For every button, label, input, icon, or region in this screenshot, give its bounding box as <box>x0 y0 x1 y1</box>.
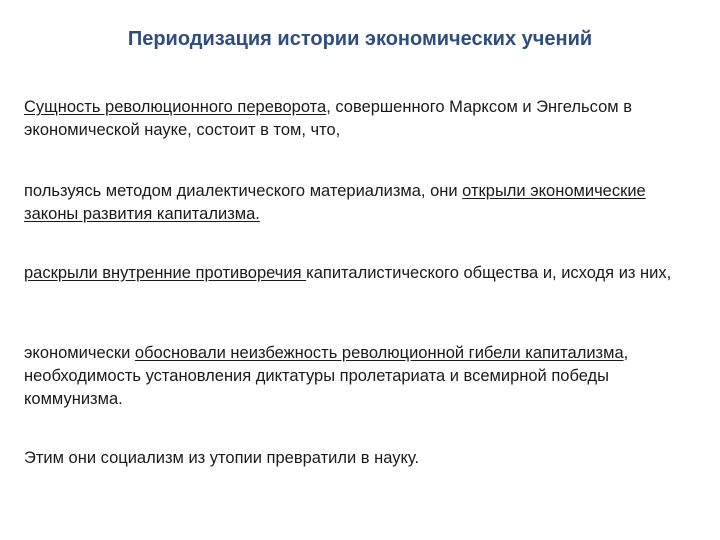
paragraph-text: экономически <box>24 344 135 362</box>
slide-title: Периодизация истории экономических учений <box>127 28 593 50</box>
paragraph-conclusion <box>24 447 704 470</box>
paragraph-text: , необходимость установления диктатуры пролетариата и всемирной победы коммунизма. <box>24 344 629 408</box>
underlined-phrase: Сущность революционного переворота <box>24 98 327 116</box>
paragraph-contradictions <box>24 262 704 285</box>
underlined-phrase: открыли экономические законы развития капитализма. <box>24 182 646 223</box>
underlined-phrase: обосновали неизбежность революционной гибели капитализма <box>134 344 624 362</box>
paragraph-text: Этим они социализм из утопии превратили в науку. <box>24 449 420 467</box>
paragraph-discovered-laws <box>24 180 704 226</box>
paragraph-text: пользуясь методом диалектического материализма, они <box>24 182 463 200</box>
paragraph-inevitability <box>24 342 704 411</box>
underlined-phrase: раскрыли внутренние противоречия <box>24 264 307 282</box>
paragraph-text: , совершенного Марксом и Энгельсом в экономической науке, состоит в том, что, <box>24 98 632 139</box>
paragraph-text: капиталистического общества и, исходя из них, <box>306 264 672 282</box>
paragraph-essence <box>24 96 704 142</box>
